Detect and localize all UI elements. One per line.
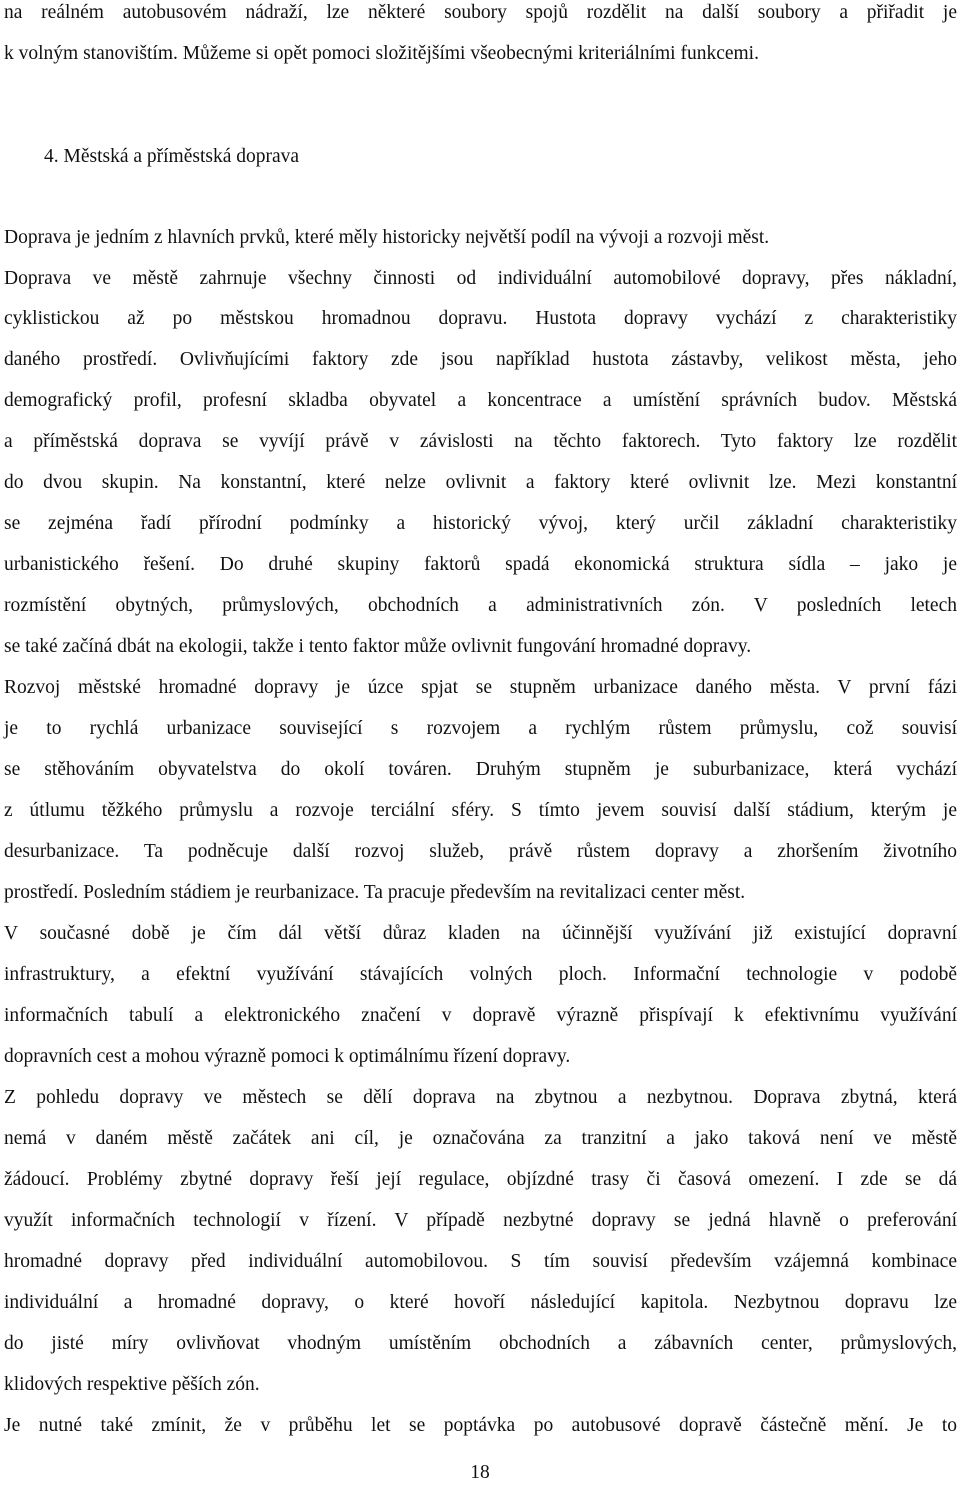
body-line: individuální a hromadné dopravy, o které hovoří následující kapitola. Nezbytnou dopravu lze: [4, 1292, 957, 1313]
body-line: se zejména řadí přírodní podmínky a historický vývoj, který určil základní charakteristiky: [4, 513, 957, 534]
body-line: a příměstská doprava se vyvíjí právě v závislosti na těchto faktorech. Tyto faktory lze rozdělit: [4, 431, 957, 452]
body-line: cyklistickou až po městskou hromadnou dopravu. Hustota dopravy vychází z charakteristiky: [4, 308, 957, 329]
page-number: 18: [470, 1462, 490, 1483]
body-line: je to rychlá urbanizace související s rozvojem a rychlým růstem průmyslu, což souvisí: [4, 718, 957, 739]
body-line: Doprava je jedním z hlavních prvků, které měly historicky největší podíl na vývoji a rozvoji měst.: [4, 227, 770, 248]
body-line: dopravních cest a mohou výrazně pomoci k optimálnímu řízení dopravy.: [4, 1046, 571, 1067]
body-line: klidových respektive pěších zón.: [4, 1374, 260, 1395]
body-line: se také začíná dbát na ekologii, takže i tento faktor může ovlivnit fungování hromadné dopravy.: [4, 636, 752, 657]
body-line: urbanistického řešení. Do druhé skupiny faktorů spadá ekonomická struktura sídla – jako je: [4, 554, 957, 575]
section-heading: 4. Městská a příměstská doprava: [44, 146, 300, 167]
body-line: z útlumu těžkého průmyslu a rozvoje terciální sféry. S tímto jevem souvisí další stádium, kterým je: [4, 800, 957, 821]
body-line: nemá v daném městě začátek ani cíl, je označována za tranzitní a jako taková není ve městě: [4, 1128, 957, 1149]
body-line: rozmístění obytných, průmyslových, obchodních a administrativních zón. V posledních letech: [4, 595, 957, 616]
body-line: do jisté míry ovlivňovat vhodným umístěním obchodních a zábavních center, průmyslových,: [4, 1333, 957, 1354]
body-line: se stěhováním obyvatelstva do okolí továren. Druhým stupněm je suburbanizace, která vychází: [4, 759, 957, 780]
body-line: desurbanizace. Ta podněcuje další rozvoj služeb, právě růstem dopravy a zhoršením životního: [4, 841, 957, 862]
body-line: Je nutné také zmínit, že v průběhu let se poptávka po autobusové dopravě částečně mění. Je to: [4, 1415, 957, 1436]
body-line: Doprava ve městě zahrnuje všechny činnosti od individuální automobilové dopravy, přes nákladní,: [4, 268, 957, 289]
body-line: infrastruktury, a efektní využívání stávajících volných ploch. Informační technologie v podobě: [4, 964, 957, 985]
body-line: demografický profil, profesní skladba obyvatel a koncentrace a umístění správních budov. Městská: [4, 390, 957, 411]
body-line: využít informačních technologií v řízení. V případě nezbytné dopravy se jedná hlavně o preferování: [4, 1210, 957, 1231]
intro-line: na reálném autobusovém nádraží, lze některé soubory spojů rozdělit na další soubory a přiřadit je: [4, 2, 957, 23]
body-line: prostředí. Posledním stádiem je reurbanizace. Ta pracuje především na revitalizaci center měst.: [4, 882, 746, 903]
body-line: žádoucí. Problémy zbytné dopravy řeší její regulace, objízdné trasy či časová omezení. I zde se dá: [4, 1169, 957, 1190]
body-line: daného prostředí. Ovlivňujícími faktory zde jsou například hustota zástavby, velikost města, jeho: [4, 349, 957, 370]
body-line: hromadné dopravy před individuální automobilovou. S tím souvisí především vzájemná kombinace: [4, 1251, 957, 1272]
body-line: do dvou skupin. Na konstantní, které nelze ovlivnit a faktory které ovlivnit lze. Mezi konstantní: [4, 472, 957, 493]
intro-line: k volným stanovištím. Můžeme si opět pomoci složitějšími všeobecnými kriteriálními funkcemi.: [4, 43, 759, 64]
body-line: Z pohledu dopravy ve městech se dělí doprava na zbytnou a nezbytnou. Doprava zbytná, která: [4, 1087, 957, 1108]
body-line: V současné době je čím dál větší důraz kladen na účinnější využívání již existující dopravní: [4, 923, 957, 944]
body-line: Rozvoj městské hromadné dopravy je úzce spjat se stupněm urbanizace daného města. V první fázi: [4, 677, 957, 698]
body-line: informačních tabulí a elektronického značení v dopravě výrazně přispívají k efektivnímu využívání: [4, 1005, 957, 1026]
